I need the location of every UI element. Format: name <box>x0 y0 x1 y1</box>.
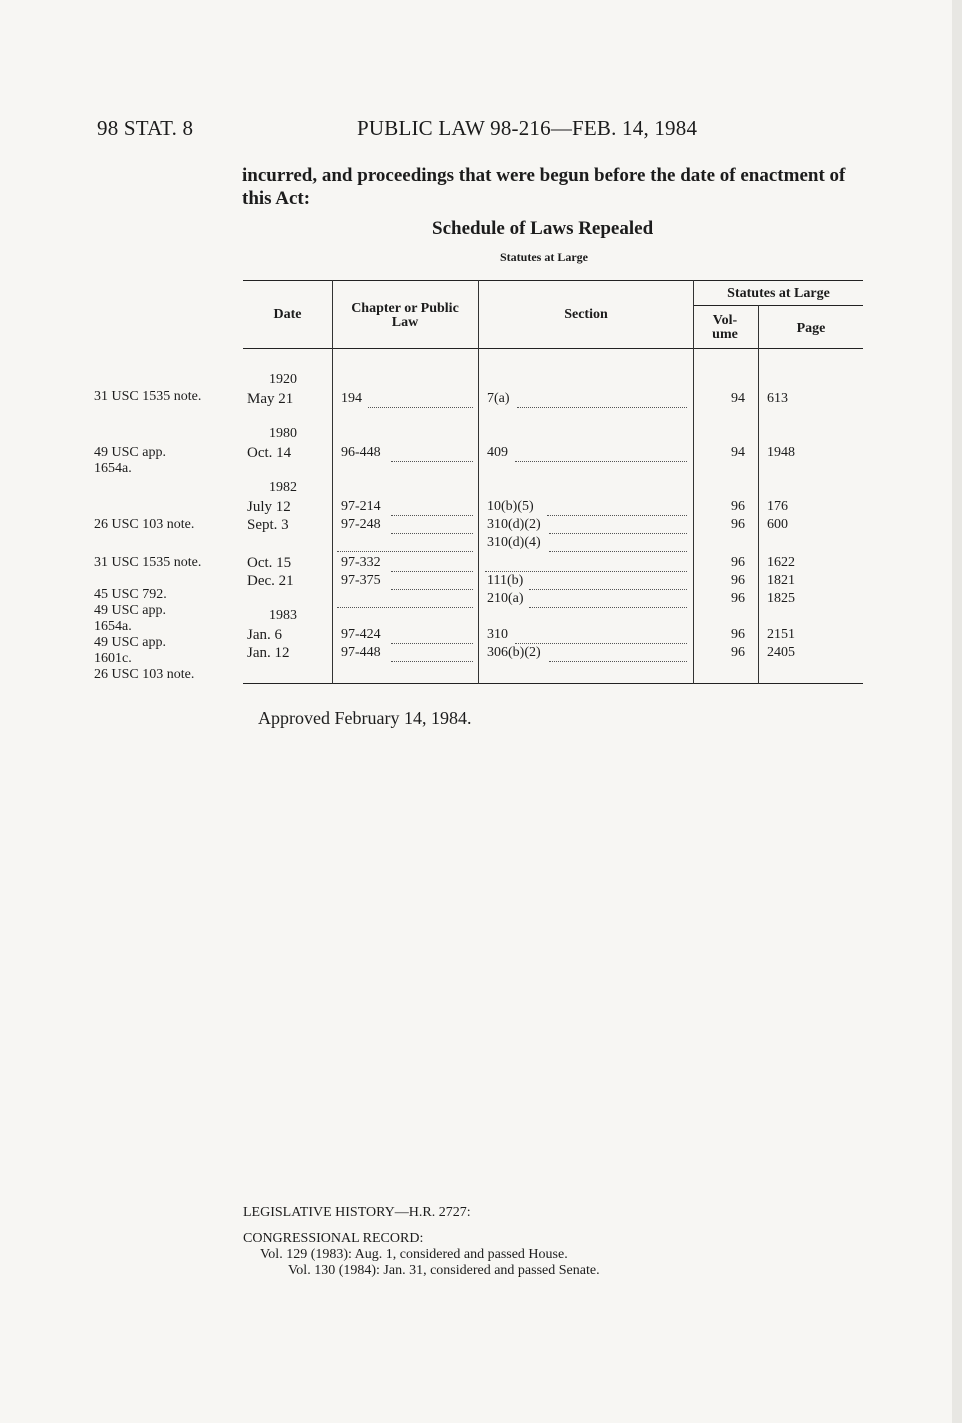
year-label: 1983 <box>269 608 297 623</box>
margin-note: 26 USC 103 note. <box>94 517 195 532</box>
row-chapter: 194 <box>341 391 362 406</box>
dot-leader <box>515 627 687 644</box>
row-date: Dec. 21 <box>247 573 294 589</box>
header-chapter: Chapter or Public Law <box>351 301 459 330</box>
row-page: 2151 <box>767 627 795 642</box>
row-chapter: 97-248 <box>341 517 381 532</box>
row-page: 1622 <box>767 555 795 570</box>
dot-leader <box>337 535 473 552</box>
row-section: 409 <box>487 445 508 460</box>
page-edge <box>952 0 962 1423</box>
schedule-table <box>243 280 863 684</box>
row-chapter: 97-424 <box>341 627 381 642</box>
year-label: 1982 <box>269 480 297 495</box>
dot-leader <box>515 445 687 462</box>
margin-note: 49 USC app. 1654a. <box>94 603 166 634</box>
margin-note: 31 USC 1535 note. <box>94 389 202 404</box>
approval-date: Approved February 14, 1984. <box>258 708 472 728</box>
page-stat-number: 98 STAT. 8 <box>97 116 194 140</box>
dot-leader <box>391 517 473 534</box>
row-section: 310 <box>487 627 508 642</box>
row-section: 310(d)(2) <box>487 517 541 532</box>
row-date: Sept. 3 <box>247 517 289 533</box>
row-section: 111(b) <box>487 573 524 588</box>
row-date: Jan. 12 <box>247 645 290 661</box>
dot-leader <box>547 499 687 516</box>
row-chapter: 96-448 <box>341 445 381 460</box>
row-chapter: 97-332 <box>341 555 381 570</box>
legislative-history-title: LEGISLATIVE HISTORY—H.R. 2727: <box>243 1205 471 1220</box>
schedule-subtitle: Statutes at Large <box>500 250 588 264</box>
intro-paragraph: incurred, and proceedings that were begun before the date of enactment of this Act: <box>242 165 846 209</box>
header-section: Section <box>564 307 608 322</box>
record-line: Vol. 130 (1984): Jan. 31, considered and passed Senate. <box>288 1263 600 1278</box>
margin-note: 49 USC app. 1654a. <box>94 445 166 476</box>
dot-leader <box>549 645 687 662</box>
row-date: May 21 <box>247 391 294 407</box>
row-section: 7(a) <box>487 391 510 406</box>
dot-leader <box>549 535 687 552</box>
row-volume: 96 <box>731 645 745 660</box>
col-divider-chapter <box>478 280 479 684</box>
header-date: Date <box>273 307 302 322</box>
row-volume: 96 <box>731 499 745 514</box>
row-section: 306(b)(2) <box>487 645 541 660</box>
row-volume: 94 <box>731 391 745 406</box>
table-top-rule <box>243 280 863 281</box>
row-date: Jan. 6 <box>247 627 282 643</box>
header-statutes: Statutes at Large <box>727 286 830 301</box>
row-chapter: 97-448 <box>341 645 381 660</box>
row-volume: 96 <box>731 591 745 606</box>
row-volume: 96 <box>731 555 745 570</box>
year-label: 1980 <box>269 426 297 441</box>
row-page: 1821 <box>767 573 795 588</box>
header-volume: Vol- ume <box>712 313 738 342</box>
dot-leader <box>368 391 473 408</box>
year-label: 1920 <box>269 372 297 387</box>
table-bottom-rule <box>243 683 863 684</box>
row-section: 310(d)(4) <box>487 535 541 550</box>
dot-leader <box>391 645 473 662</box>
margin-note: 31 USC 1535 note. <box>94 555 202 570</box>
row-chapter: 97-375 <box>341 573 381 588</box>
row-volume: 96 <box>731 517 745 532</box>
col-divider-date <box>332 280 333 684</box>
row-page: 600 <box>767 517 788 532</box>
page-running-title: PUBLIC LAW 98-216—FEB. 14, 1984 <box>357 116 698 140</box>
dot-leader <box>391 573 473 590</box>
dot-leader <box>391 555 473 572</box>
col-divider-section <box>693 280 694 684</box>
record-line: Vol. 129 (1983): Aug. 1, considered and passed House. <box>260 1247 568 1262</box>
dot-leader <box>529 591 687 608</box>
row-date: Oct. 15 <box>247 555 292 571</box>
header-page: Page <box>796 321 826 336</box>
dot-leader <box>337 591 473 608</box>
dot-leader <box>517 391 687 408</box>
dot-leader <box>391 445 473 462</box>
margin-note: 26 USC 103 note. <box>94 667 195 682</box>
row-section: 210(a) <box>487 591 524 606</box>
row-section: 10(b)(5) <box>487 499 534 514</box>
row-date: July 12 <box>247 499 291 515</box>
table-header-rule <box>243 348 863 349</box>
row-volume: 96 <box>731 627 745 642</box>
row-page: 1825 <box>767 591 795 606</box>
row-page: 176 <box>767 499 788 514</box>
row-page: 613 <box>767 391 788 406</box>
col-divider-volume <box>758 305 759 684</box>
row-page: 2405 <box>767 645 795 660</box>
statutes-group-rule <box>693 305 863 306</box>
row-volume: 96 <box>731 573 745 588</box>
margin-note: 45 USC 792. <box>94 587 167 602</box>
row-chapter: 97-214 <box>341 499 381 514</box>
dot-leader <box>549 517 687 534</box>
dot-leader <box>485 555 687 572</box>
schedule-title: Schedule of Laws Repealed <box>432 218 654 239</box>
congressional-record-title: CONGRESSIONAL RECORD: <box>243 1231 424 1246</box>
dot-leader <box>529 573 687 590</box>
dot-leader <box>391 499 473 516</box>
margin-note: 49 USC app. 1601c. <box>94 635 166 666</box>
row-page: 1948 <box>767 445 795 460</box>
dot-leader <box>391 627 473 644</box>
row-date: Oct. 14 <box>247 445 292 461</box>
row-volume: 94 <box>731 445 745 460</box>
